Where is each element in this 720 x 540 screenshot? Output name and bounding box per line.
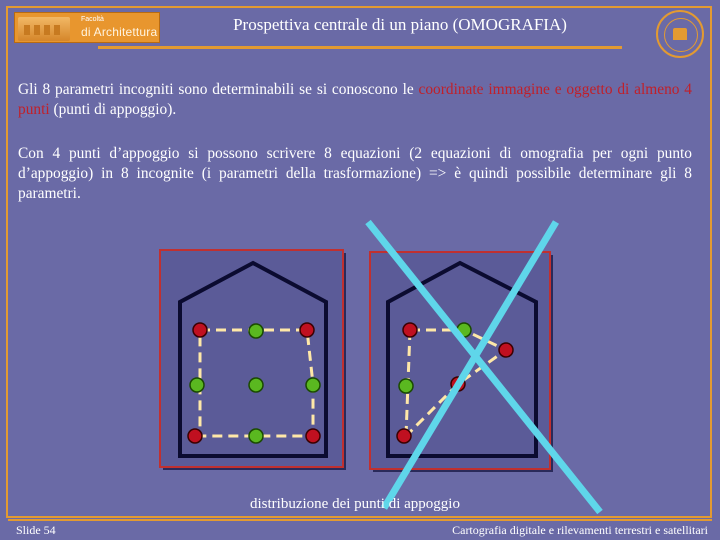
point-green xyxy=(399,379,413,393)
point-red xyxy=(403,323,417,337)
point-green xyxy=(249,378,263,392)
paragraph-2: Con 4 punti d’appoggio si possono scrivere 8 equazioni (2 equazioni di omografia per ogni punto d’appoggio) in 8 incognite (i parametri della trasformazione) => è quindi possibile determinare gli 8 parametri. xyxy=(18,145,692,202)
point-green xyxy=(249,324,263,338)
course-title: Cartografia digitale e rilevamenti terrestri e satellitari xyxy=(452,523,708,537)
figure-caption: distribuzione dei punti di appoggio xyxy=(250,496,460,512)
point-red xyxy=(193,323,207,337)
logo-line2: di Architettura xyxy=(81,25,158,39)
slide-number: Slide 54 xyxy=(16,523,56,537)
point-red xyxy=(499,343,513,357)
logo-line1: Facoltà xyxy=(81,16,104,23)
paragraph-1-highlight: coordinate immagine e oggetto di almeno 4 punti xyxy=(18,81,692,118)
point-red xyxy=(300,323,314,337)
point-green xyxy=(249,429,263,443)
slide-title: Prospettiva centrale di un piano (OMOGRAFIA) xyxy=(233,15,567,34)
point-green xyxy=(190,378,204,392)
point-red xyxy=(188,429,202,443)
panel-wrong xyxy=(368,222,600,512)
paragraph-1-tail: (punti di appoggio). xyxy=(49,101,177,118)
paragraph-1-text: Gli 8 parametri incogniti sono determinabili se si conoscono le xyxy=(18,81,419,98)
point-red xyxy=(397,429,411,443)
panel-correct xyxy=(160,250,346,470)
footer-rule xyxy=(8,519,712,521)
point-red xyxy=(306,429,320,443)
point-green xyxy=(306,378,320,392)
